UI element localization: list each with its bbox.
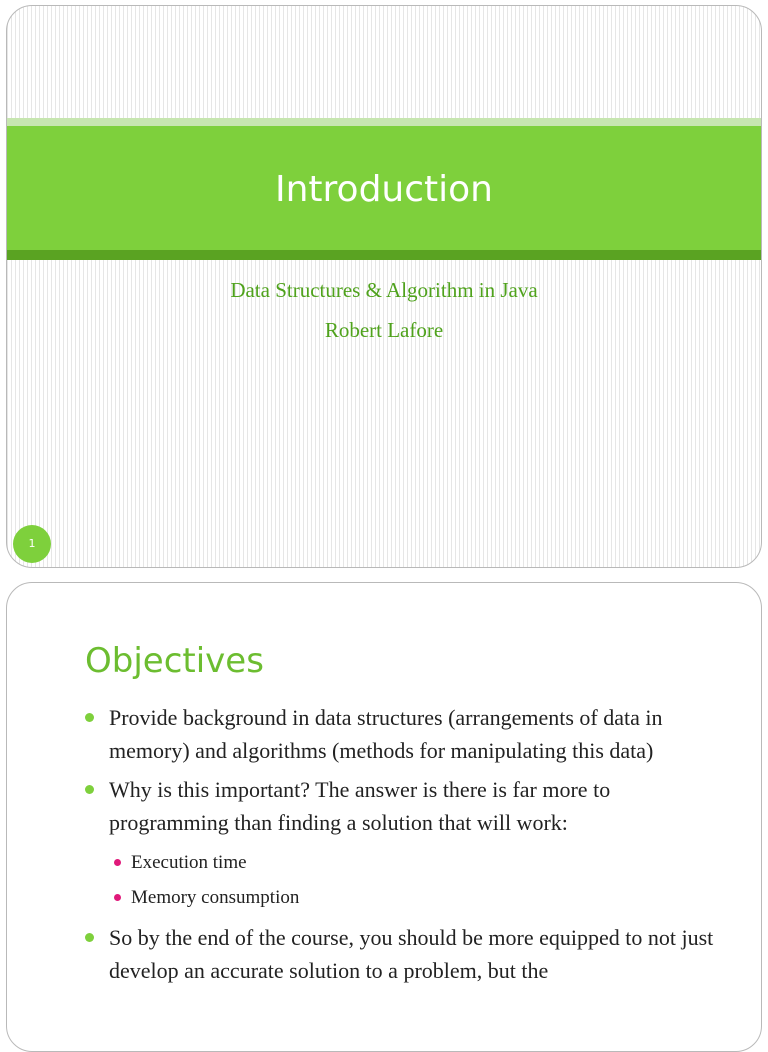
sub-bullet-group — [81, 845, 721, 915]
slide-subtitle-author: Robert Lafore — [324, 318, 444, 342]
sub-bullet-item: Execution time — [81, 845, 721, 880]
page-number-badge: 1 — [13, 525, 51, 563]
sub-bullet-item: Memory consumption — [81, 880, 721, 915]
title-band-highlight — [7, 118, 761, 126]
slide-1 — [6, 5, 762, 568]
objectives-list — [81, 701, 721, 993]
bullet-item: Why is this important? The answer is there is far more to programming than finding a solution that will work: — [81, 773, 721, 839]
slide-2 — [6, 582, 762, 1052]
objectives-title: Objectives — [85, 641, 264, 681]
title-band-shadow — [7, 250, 761, 260]
bullet-item: Provide background in data structures (arrangements of data in memory) and algorithms (methods for manipulating this data) — [81, 701, 721, 767]
slide-title: Introduction — [274, 169, 493, 210]
bullet-item: So by the end of the course, you should be more equipped to not just develop an accurate solution to a problem, but the — [81, 921, 721, 987]
sub-bullet-list — [81, 845, 721, 915]
slide-subtitle-book: Data Structures & Algorithm in Java — [230, 278, 538, 302]
